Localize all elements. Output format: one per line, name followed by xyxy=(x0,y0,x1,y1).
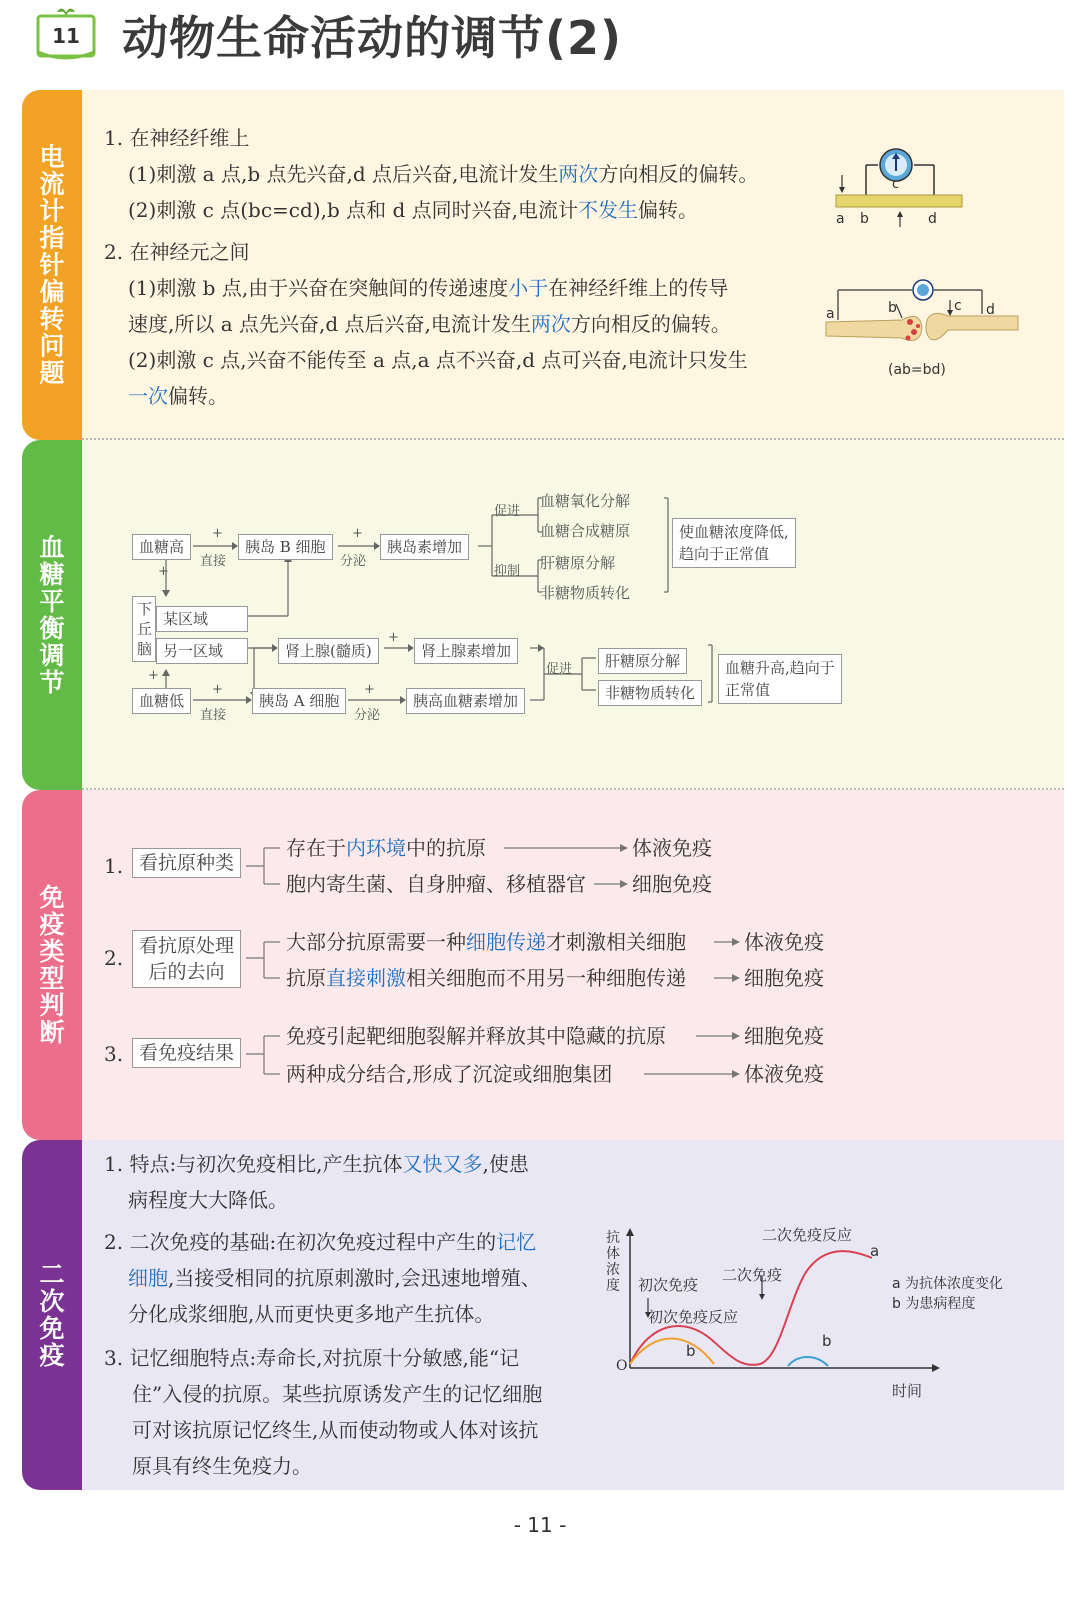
text-line: 速度,所以 a 点先兴奋,d 点后兴奋,电流计发生两次方向相反的偏转。 xyxy=(128,312,731,336)
text-line: (2)刺激 c 点(bc=cd),b 点和 d 点同时兴奋,电流计不发生偏转。 xyxy=(128,198,699,222)
item-number: 3. xyxy=(104,1042,124,1066)
section-tab-label: 电 流 计 指 针 偏 转 问 题 xyxy=(39,142,65,388)
section-galvanometer xyxy=(22,90,1064,440)
node-epinephrine-increase: 肾上腺素增加 xyxy=(414,638,518,664)
node-high-blood-sugar: 血糖高 xyxy=(132,534,191,560)
effect-item: 血糖合成糖原 xyxy=(540,522,631,540)
result-lower-sugar: 使血糖浓度降低, 趋向于正常值 xyxy=(672,518,796,568)
plus-sign: + xyxy=(352,526,363,541)
text-line: 2. 在神经元之间 xyxy=(104,240,250,264)
section-tab xyxy=(22,90,82,440)
section-tab xyxy=(22,440,82,790)
section-tab-label: 血 糖 平 衡 调 节 xyxy=(39,533,65,697)
text-line: 抗原直接刺激相关细胞而不用另一种细胞传递 xyxy=(286,966,686,990)
section-secondary-immunity xyxy=(22,1140,1064,1490)
node-glucagon-increase: 胰高血糖素增加 xyxy=(406,688,525,714)
text-line: 存在于内环境中的抗原 xyxy=(286,836,486,860)
node-islet-b-cell: 胰岛 B 细胞 xyxy=(238,534,333,560)
edge-label: 促进 xyxy=(546,662,573,677)
criterion-immune-result: 看免疫结果 xyxy=(132,1038,241,1068)
x-axis-label: 时间 xyxy=(892,1382,923,1400)
label-d: d xyxy=(986,302,995,318)
text-line: 细胞,当接受相同的抗原刺激时,会迅速地增殖、 xyxy=(128,1266,541,1290)
result-cellular: 细胞免疫 xyxy=(744,1024,824,1048)
node-insulin-increase: 胰岛素增加 xyxy=(380,534,469,560)
origin-label: O xyxy=(616,1358,628,1374)
text-line: 分化成浆细胞,从而更快更多地产生抗体。 xyxy=(128,1302,495,1326)
text-line: (1)刺激 b 点,由于兴奋在突触间的传递速度小于在神经纤维上的传导 xyxy=(128,276,729,300)
result-raise-sugar: 血糖升高,趋向于 正常值 xyxy=(718,654,842,704)
curve-label-b: b xyxy=(686,1342,696,1360)
y-axis-label: 抗 体 浓 度 xyxy=(606,1230,620,1294)
plus-sign: + xyxy=(158,564,169,579)
result-humoral: 体液免疫 xyxy=(632,836,712,860)
section-content xyxy=(82,440,1064,790)
result-cellular: 细胞免疫 xyxy=(632,872,712,896)
text-line: 可对该抗原记忆终生,从而使动物或人体对该抗 xyxy=(132,1418,539,1442)
label-b: b xyxy=(860,211,869,227)
edge-label: 直接 xyxy=(200,708,227,723)
text-line: (1)刺激 a 点,b 点先兴奋,d 点后兴奋,电流计发生两次方向相反的偏转。 xyxy=(128,162,759,186)
page-title: 动物生命活动的调节(2) xyxy=(122,11,623,65)
annotation-second-response: 二次免疫反应 xyxy=(762,1226,853,1244)
nerve-fiber-diagram xyxy=(832,145,972,235)
curve-label-a: a xyxy=(870,1242,880,1260)
effect-item: 肝糖原分解 xyxy=(540,554,616,572)
edge-label: 分泌 xyxy=(340,554,367,569)
label-c: c xyxy=(892,177,900,192)
item-number: 1. xyxy=(104,854,124,878)
criterion-antigen-fate: 看抗原处理 后的去向 xyxy=(132,930,241,988)
annotation-second-immunization: 二次免疫 xyxy=(722,1266,783,1284)
annotation-first-immunization: 初次免疫 xyxy=(638,1276,699,1294)
node-region-1: 某区域 xyxy=(156,606,248,632)
page-header xyxy=(0,0,1080,72)
book-icon xyxy=(36,8,96,58)
plus-sign: + xyxy=(388,630,399,645)
text-line: 1. 在神经纤维上 xyxy=(104,126,250,150)
section-tab xyxy=(22,1140,82,1490)
node-adrenal-medulla: 肾上腺(髓质) xyxy=(278,638,379,664)
text-line: 两种成分结合,形成了沉淀或细胞集团 xyxy=(286,1062,613,1086)
node-region-2: 另一区域 xyxy=(156,638,248,664)
edge-label: 直接 xyxy=(200,554,227,569)
text-line: 3. 记忆细胞特点:寿命长,对抗原十分敏感,能“记 xyxy=(104,1346,520,1370)
text-line: 病程度大大降低。 xyxy=(128,1188,288,1212)
text-line: 免疫引起靶细胞裂解并释放其中隐藏的抗原 xyxy=(286,1024,666,1048)
edge-label: 分泌 xyxy=(354,708,381,723)
edge-label: 促进 xyxy=(494,504,521,519)
graph-legend: a 为抗体浓度变化 b 为患病程度 xyxy=(892,1276,1004,1312)
section-content xyxy=(82,90,1064,440)
synapse-diagram xyxy=(822,270,1022,385)
label-a: a xyxy=(826,306,835,322)
result-humoral: 体液免疫 xyxy=(744,1062,824,1086)
section-tab-label: 免 疫 类 型 判 断 xyxy=(39,883,65,1047)
section-tab-label: 二 次 免 疫 xyxy=(39,1260,65,1370)
node-low-blood-sugar: 血糖低 xyxy=(132,688,191,714)
badge-number: 11 xyxy=(52,24,80,48)
label-c: c xyxy=(954,298,962,314)
text-line: 2. 二次免疫的基础:在初次免疫过程中产生的记忆 xyxy=(104,1230,537,1254)
text-line: 一次偏转。 xyxy=(128,384,228,408)
section-content xyxy=(82,1140,1064,1490)
text-line: 胞内寄生菌、自身肿瘤、移植器官 xyxy=(286,872,586,896)
result-humoral: 体液免疫 xyxy=(744,930,824,954)
text-line: (2)刺激 c 点,兴奋不能传至 a 点,a 点不兴奋,d 点可兴奋,电流计只发生 xyxy=(128,348,748,372)
edge-label: 抑制 xyxy=(494,564,521,579)
section-blood-sugar xyxy=(22,440,1064,790)
text-line: 1. 特点:与初次免疫相比,产生抗体又快又多,使患 xyxy=(104,1152,529,1176)
node-hypothalamus: 下 丘 脑 xyxy=(132,596,156,662)
section-immunity-type xyxy=(22,790,1064,1140)
section-content xyxy=(82,790,1064,1140)
plus-sign: + xyxy=(364,682,375,697)
antibody-graph xyxy=(602,1218,1042,1408)
text-line: 原具有终生免疫力。 xyxy=(132,1454,312,1478)
item-number: 2. xyxy=(104,946,124,970)
text-line: 住”入侵的抗原。某些抗原诱发产生的记忆细胞 xyxy=(132,1382,543,1406)
text-line: 大部分抗原需要一种细胞传递才刺激相关细胞 xyxy=(286,930,686,954)
criterion-antigen-type: 看抗原种类 xyxy=(132,848,241,878)
node-glycogen-breakdown: 肝糖原分解 xyxy=(598,648,687,674)
curve-label-b: b xyxy=(822,1332,832,1350)
figure-caption: (ab=bd) xyxy=(888,362,946,378)
plus-sign: + xyxy=(212,682,223,697)
page-number: - 11 - xyxy=(513,1513,567,1537)
annotation-first-response: 初次免疫反应 xyxy=(648,1308,739,1326)
label-a: a xyxy=(836,211,845,227)
plus-sign: + xyxy=(212,526,223,541)
node-islet-a-cell: 胰岛 A 细胞 xyxy=(252,688,346,714)
node-non-sugar-conversion: 非糖物质转化 xyxy=(598,680,702,706)
effect-item: 血糖氧化分解 xyxy=(540,492,631,510)
label-b: b xyxy=(888,300,897,316)
result-cellular: 细胞免疫 xyxy=(744,966,824,990)
plus-sign: + xyxy=(148,668,159,683)
section-tab xyxy=(22,790,82,1140)
effect-item: 非糖物质转化 xyxy=(540,584,631,602)
label-d: d xyxy=(928,211,937,227)
